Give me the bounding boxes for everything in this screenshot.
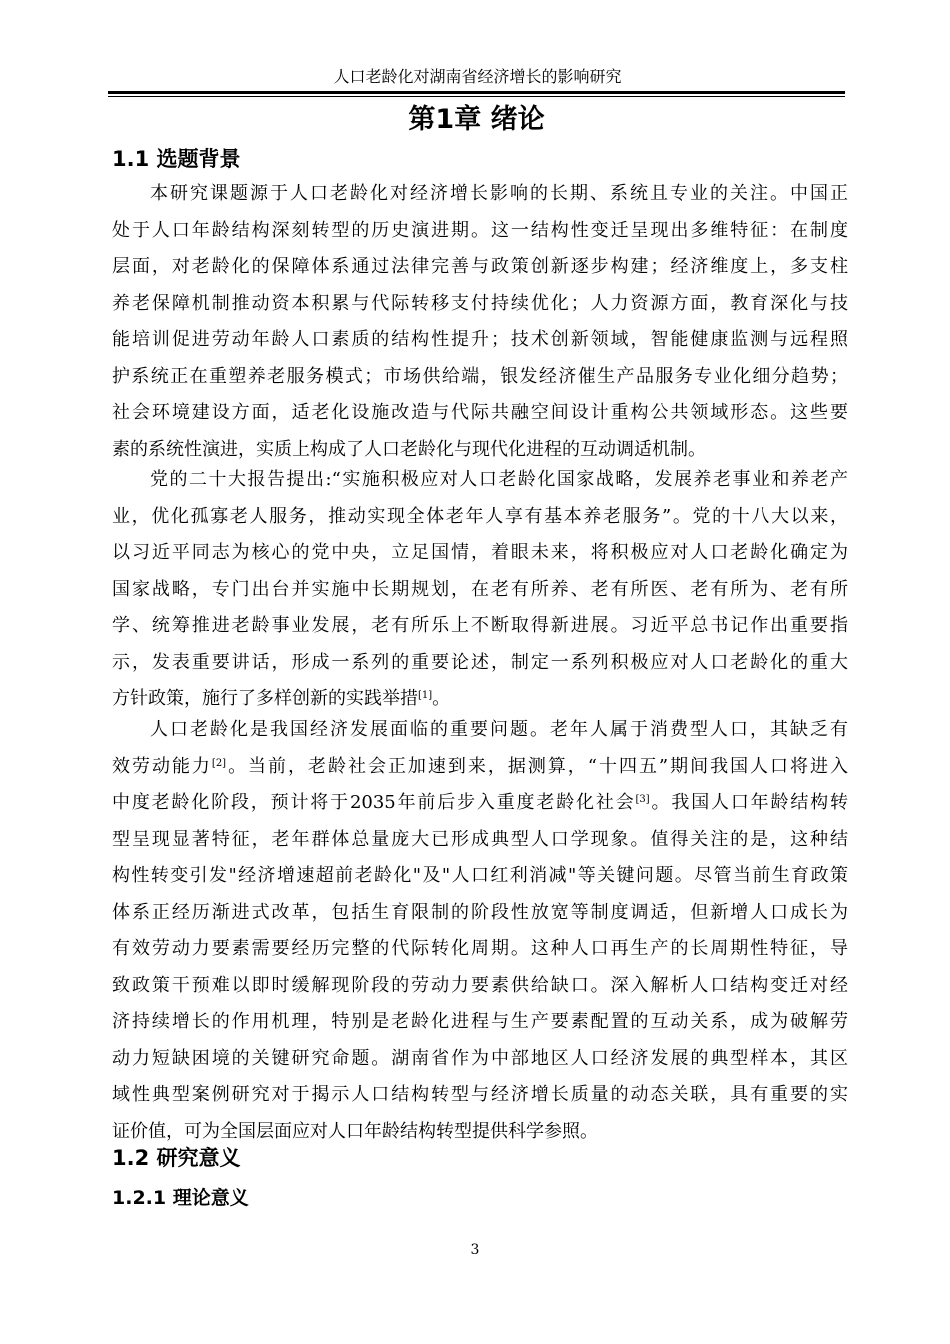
paragraph-line: 学、统筹推进老龄事业发展，老有所乐上不断取得新进展。习近平总书记作出重要指 xyxy=(112,615,848,636)
paragraph-line: 社会环境建设方面，适老化设施改造与代际共融空间设计重构公共领域形态。这些要 xyxy=(112,402,848,423)
paragraph-1 xyxy=(112,176,848,468)
paragraph-line: 证价值，可为全国层面应对人口年龄结构转型提供科学参照。 xyxy=(112,1120,598,1142)
section-heading-1-1: 1.1 选题背景 xyxy=(112,147,241,171)
paragraph-line: 构性转变引发"经济增速超前老龄化"及"人口红利消减"等关键问题。尽管当前生育政策 xyxy=(112,865,848,886)
paragraph-line: 致政策干预难以即时缓解现阶段的劳动力要素供给缺口。深入解析人口结构变迁对经 xyxy=(112,974,848,996)
paragraph-line xyxy=(112,749,848,786)
line-text: 效劳动能力 xyxy=(112,755,212,777)
citation-ref-2: [2] xyxy=(211,757,227,769)
paragraph-2 xyxy=(112,462,848,718)
running-header: 人口老龄化对湖南省经济增长的影响研究 xyxy=(333,67,622,86)
paragraph-line: 素的系统性演进，实质上构成了人口老龄化与现代化进程的互动调适机制。 xyxy=(112,438,706,460)
line-text: 中度老龄化阶段，预计将于2035年前后步入重度老龄化社会 xyxy=(112,792,636,813)
citation-ref-3: [3] xyxy=(635,794,650,805)
section-heading-1-2: 1.2 研究意义 xyxy=(112,1146,241,1170)
paragraph-line: 层面，对老龄化的保障体系通过法律完善与政策创新逐步构建；经济维度上，多支柱 xyxy=(112,256,848,277)
line-text: 。 xyxy=(432,688,451,709)
paragraph-line: 能培训促进劳动年龄人口素质的结构性提升；技术创新领域，智能健康监测与远程照 xyxy=(112,329,848,350)
chapter-title: 第1章 绪论 xyxy=(408,104,545,135)
paragraph-line: 国家战略，专门出台并实施中长期规划，在老有所养、老有所医、老有所为、老有所 xyxy=(112,578,848,600)
paragraph-line: 体系正经历渐进式改革，包括生育限制的阶段性放宽等制度调适，但新增人口成长为 xyxy=(112,901,848,923)
line-text: 。我国人口年龄结构转 xyxy=(649,792,848,813)
header-rule-thin xyxy=(108,96,845,97)
line-text: 。当前，老龄社会正加速到来，据测算，“十四五”期间我国人口将进入 xyxy=(226,755,848,777)
paragraph-line: 护系统正在重塑养老服务模式；市场供给端，银发经济催生产品服务专业化细分趋势； xyxy=(112,365,848,387)
paragraph-line: 有效劳动力要素需要经历完整的代际转化周期。这种人口再生产的长周期性特征，导 xyxy=(112,938,848,959)
paragraph-line: 养老保障机制推动资本积累与代际转移支付持续优化；人力资源方面，教育深化与技 xyxy=(112,292,848,314)
paragraph-line xyxy=(112,785,848,822)
paragraph-line: 域性典型案例研究对于揭示人口结构转型与经济增长质量的动态关联，具有重要的实 xyxy=(112,1084,848,1105)
page-number: 3 xyxy=(470,1242,480,1258)
paragraph-3 xyxy=(112,712,848,1150)
line-text: 方针政策，施行了多样创新的实践举措 xyxy=(112,688,418,709)
paragraph-line: 济持续增长的作用机理，特别是老龄化进程与生产要素配置的互动关系，成为破解劳 xyxy=(112,1011,848,1032)
paragraph-line: 处于人口年龄结构深刻转型的历史演进期。这一结构性变迁呈现出多维特征：在制度 xyxy=(112,219,848,241)
header-rule-thick xyxy=(108,91,845,94)
paragraph-line: 示，发表重要讲话，形成一系列的重要论述，制定一系列积极应对人口老龄化的重大 xyxy=(112,651,848,673)
paragraph-line: 党的二十大报告提出:“实施积极应对人口老龄化国家战略，发展养老事业和养老产 xyxy=(150,469,848,490)
citation-ref-1: [1] xyxy=(418,690,433,701)
paragraph-line: 型呈现显著特征，老年群体总量庞大已形成典型人口学现象。值得关注的是，这种结 xyxy=(112,828,848,850)
subsection-heading-1-2-1: 1.2.1 理论意义 xyxy=(112,1187,249,1209)
paragraph-line: 本研究课题源于人口老龄化对经济增长影响的长期、系统且专业的关注。中国正 xyxy=(150,183,848,204)
paragraph-line: 动力短缺困境的关键研究命题。湖南省作为中部地区人口经济发展的典型样本，其区 xyxy=(112,1047,848,1069)
paragraph-line: 业，优化孤寡老人服务，推动实现全体老年人享有基本养老服务”。党的十八大以来， xyxy=(112,505,848,527)
paragraph-line: 人口老龄化是我国经济发展面临的重要问题。老年人属于消费型人口，其缺乏有 xyxy=(150,719,848,740)
paragraph-line: 以习近平同志为核心的党中央，立足国情，着眼未来，将积极应对人口老龄化确定为 xyxy=(112,542,848,563)
